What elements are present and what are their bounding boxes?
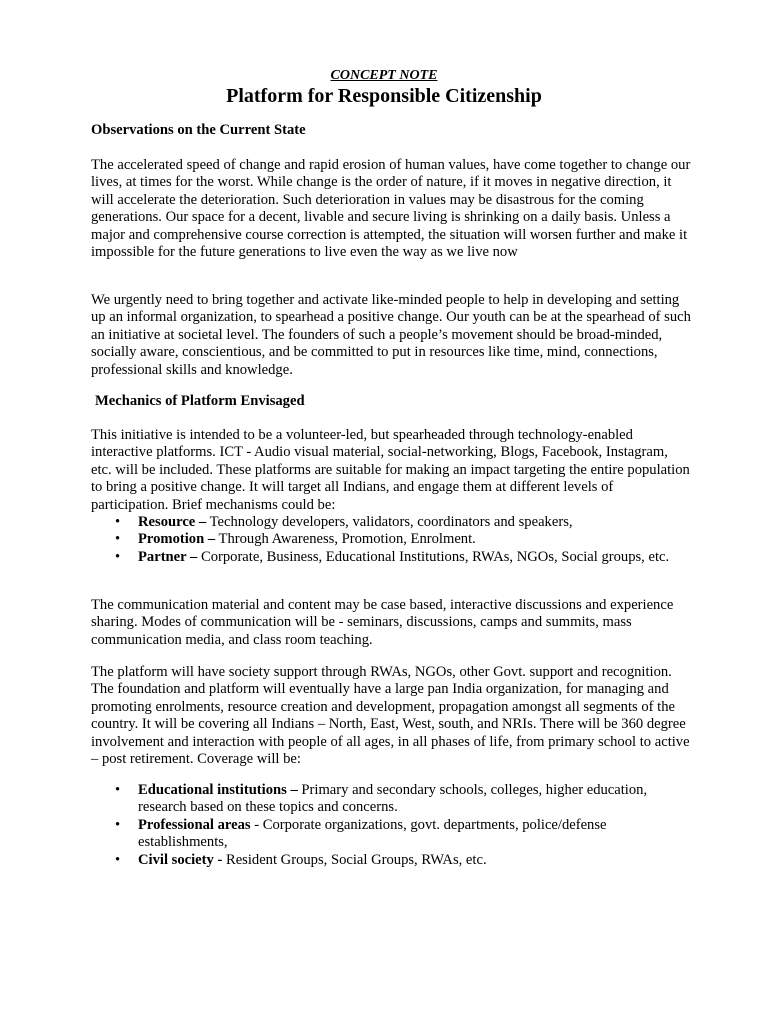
observations-paragraph-2-block [91, 292, 691, 379]
bullet-text: Primary and secondary schools, colleges, higher education, research based on these topics and concerns. [138, 782, 648, 816]
mechanics-paragraph-2: The communication material and content may be case based, interactive discussions and experience sharing. Modes of communication will be - seminars, discussions, camps and summits, mass communication media, and class room teaching. [91, 597, 674, 648]
bullet-text: Through Awareness, Promotion, Enrolment. [215, 531, 476, 548]
page-title: Platform for Responsible Citizenship [226, 85, 542, 107]
bullet-text: Resident Groups, Social Groups, RWAs, etc. [222, 851, 487, 868]
coverage-list [91, 782, 691, 869]
bullet-term: Civil society - [138, 851, 223, 868]
bullet-term: Promotion – [138, 531, 216, 548]
concept-note-label: CONCEPT NOTE [330, 68, 438, 83]
mechanics-paragraph-3-block [91, 664, 691, 768]
section-heading-observations: Observations on the Current State [91, 122, 306, 138]
bullet-text: Technology developers, validators, coordinators and speakers, [206, 514, 573, 531]
bullet-term: Educational institutions – [138, 782, 298, 798]
observations-paragraph-1-block [91, 157, 691, 261]
mechanisms-list [91, 514, 691, 566]
list-item [91, 782, 691, 817]
list-item [91, 817, 691, 852]
mechanics-paragraph-1: This initiative is intended to be a volunteer-led, but spearheaded through technology-enabled interactive platforms. ICT - Audio visual material, social-networking, Blogs, Facebook, Instagram, etc. will be included. These platforms are suitable for making an impact targeting the entire population to bring a positive change. It will target all Indians, and engage them at different levels of participation. Brief mechanisms could be: [91, 427, 690, 513]
mechanics-heading-block [95, 393, 695, 410]
mechanics-paragraph-2-block [91, 597, 691, 649]
bullet-text: Corporate, Business, Educational Institutions, RWAs, NGOs, Social groups, etc. [197, 548, 670, 565]
bullet-term: Resource – [138, 514, 207, 531]
bullet-text: - Corporate organizations, govt. departments, police/defense establishments, [138, 816, 607, 851]
coverage-list-block [91, 782, 691, 869]
list-item [91, 549, 691, 566]
section-heading-mechanics: Mechanics of Platform Envisaged [95, 393, 305, 409]
mechanics-paragraph-3: The platform will have society support through RWAs, NGOs, other Govt. support and recognition. The foundation and platform will eventually have a large pan India organization, for managing and promoting enrolments, resource creation and development, propagation amongst all segments of the country. It will be covering all Indians – North, East, West, south, and NRIs. There will be 360 degree involvement and interaction with people of all ages, in all phases of life, from primary school to active – post retirement. Coverage will be: [91, 664, 690, 768]
list-item [91, 514, 691, 531]
bullet-term: Professional areas [138, 816, 251, 833]
bullet-term: Partner – [138, 548, 198, 565]
observations-paragraph-1: The accelerated speed of change and rapid erosion of human values, have come together to change our lives, at times for the worst. While change is the order of nature, if it moves in negative direction, it will accelerate the deterioration. Such deterioration in values may be disastrous for the coming generations. Our space for a decent, livable and secure living is shrinking on a daily basis. Unless a major and comprehensive course correction is attempted, the situation will worsen further and make it impossible for the future generations to live even the way as we live now [91, 157, 691, 261]
observations-paragraph-2: We urgently need to bring together and activate like-minded people to help in developing and setting up an informal organization, to spearhead a positive change. Our youth can be at the spearhead of such an initiative at societal level. The founders of such a people’s movement should be broad-minded, socially aware, conscientious, and be committed to put in resources like time, mind, connections, professional skills and knowledge. [91, 292, 691, 378]
list-item [91, 531, 691, 548]
mechanics-paragraph-1-block [91, 427, 691, 566]
list-item [91, 852, 691, 869]
observations-heading-block [91, 122, 691, 139]
